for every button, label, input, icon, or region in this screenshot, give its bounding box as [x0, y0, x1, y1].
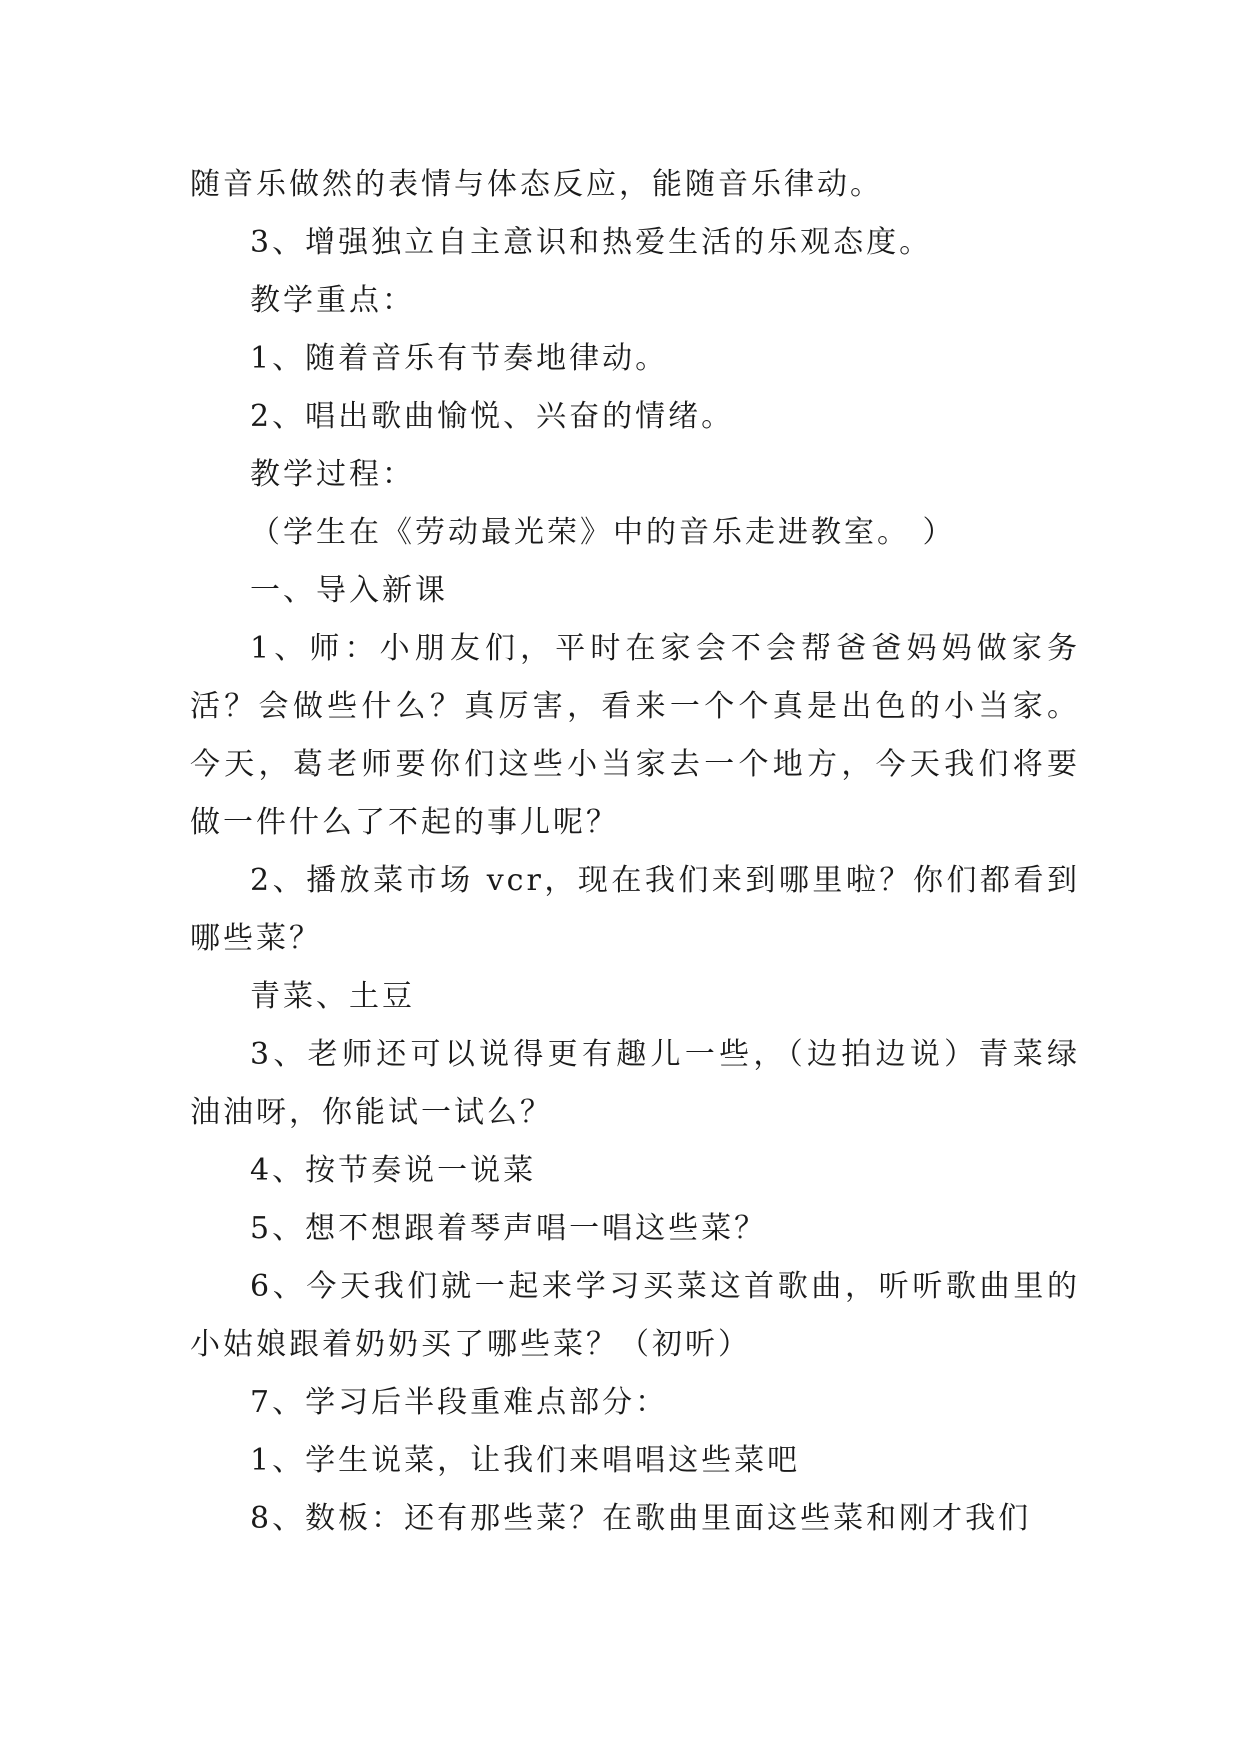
document-body — [190, 156, 1080, 1548]
paragraph: 2、唱出歌曲愉悦、兴奋的情绪。 — [250, 399, 735, 434]
paragraph: 7、学习后半段重难点部分： — [250, 1385, 669, 1420]
paragraph: 青菜、土豆 — [250, 979, 415, 1014]
paragraph: 3、老师还可以说得更有趣儿一些，（边拍边说）青菜绿油油呀，你能试一试么？ — [190, 1037, 1080, 1130]
paragraph: 1、学生说菜，让我们来唱唱这些菜吧 — [250, 1443, 801, 1478]
paragraph: （学生在《劳动最光荣》中的音乐走进教室。 ） — [250, 515, 956, 550]
paragraph: 8、数板：还有那些菜？在歌曲里面这些菜和刚才我们 — [250, 1501, 1032, 1536]
paragraph: 1、师：小朋友们，平时在家会不会帮爸爸妈妈做家务活？会做些什么？真厉害，看来一个个真是出色的小当家。今天，葛老师要你们这些小当家去一个地方，今天我们将要做一件什么了不起的事儿呢？ — [190, 631, 1080, 840]
paragraph: 2、播放菜市场 vcr，现在我们来到哪里啦？你们都看到哪些菜？ — [190, 863, 1080, 956]
paragraph: 3、增强独立自主意识和热爱生活的乐观态度。 — [250, 225, 933, 260]
section-heading: 一、导入新课 — [250, 573, 448, 608]
paragraph: 5、想不想跟着琴声唱一唱这些菜？ — [250, 1211, 768, 1246]
section-heading: 教学过程： — [250, 457, 415, 492]
section-heading: 教学重点： — [250, 283, 415, 318]
paragraph: 4、按节奏说一说菜 — [250, 1153, 537, 1188]
paragraph: 随音乐做然的表情与体态反应，能随音乐律动。 — [190, 167, 883, 202]
paragraph: 1、随着音乐有节奏地律动。 — [250, 341, 669, 376]
paragraph: 6、今天我们就一起来学习买菜这首歌曲，听听歌曲里的小姑娘跟着奶奶买了哪些菜？（初听） — [190, 1269, 1080, 1362]
